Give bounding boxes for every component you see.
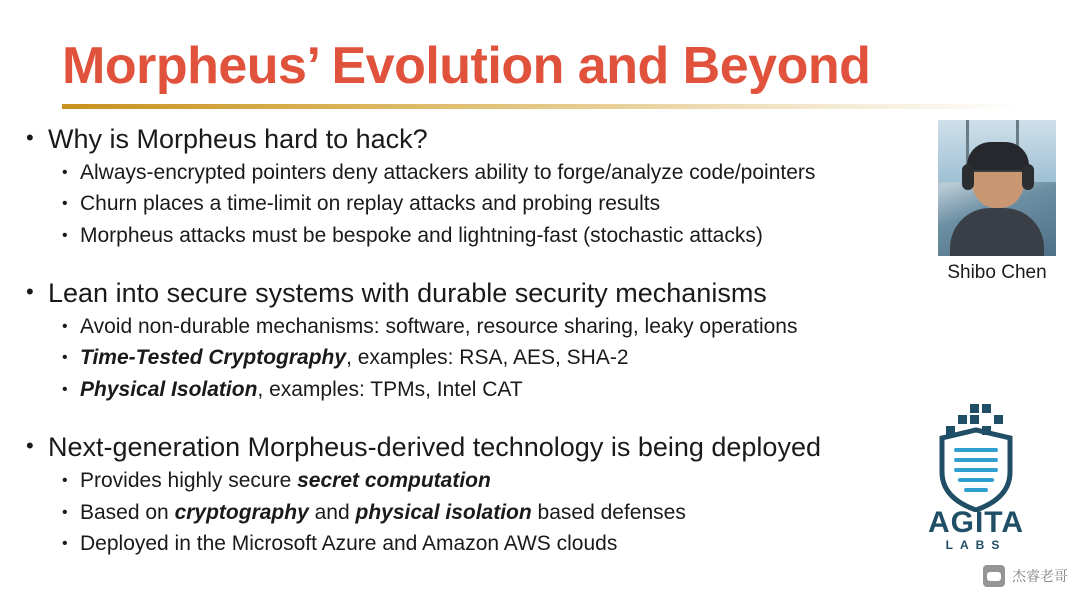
bullet-dot-icon: • — [26, 125, 34, 150]
watermark-badge-icon — [983, 565, 1005, 587]
bullet-level2-text: Time-Tested Cryptography, examples: RSA, AES, SHA-2 — [80, 346, 629, 370]
bullet-level1 — [26, 432, 966, 464]
person-torso — [950, 208, 1044, 256]
agita-labs-logo — [886, 402, 1066, 562]
headphone-right-icon — [1022, 164, 1034, 190]
bullet-level1 — [26, 278, 966, 310]
bullet-dot-icon: • — [62, 472, 68, 490]
shield-icon — [886, 402, 1066, 512]
bullet-group — [26, 124, 966, 251]
bullet-level2 — [26, 158, 966, 188]
bullet-level2 — [26, 221, 966, 251]
spacer — [26, 252, 966, 278]
slide-body — [26, 124, 966, 561]
title-underline-rule — [62, 104, 1022, 109]
bullet-level2-text: Avoid non-durable mechanisms: software, resource sharing, leaky operations — [80, 315, 798, 339]
bullet-dot-icon: • — [62, 503, 68, 521]
bullet-level2 — [26, 312, 966, 342]
bullet-level2 — [26, 375, 966, 405]
bullet-level2-text: Provides highly secure secret computation — [80, 469, 491, 493]
bullet-level2-text: Always-encrypted pointers deny attackers ability to forge/analyze code/pointers — [80, 160, 816, 184]
bullet-dot-icon: • — [26, 433, 34, 459]
bullet-level1 — [26, 124, 966, 156]
presenter-video-thumbnail — [938, 120, 1056, 284]
bullet-dot-icon: • — [62, 195, 68, 213]
bullet-dot-icon: • — [62, 163, 68, 181]
bullet-dot-icon: • — [62, 380, 68, 398]
bullet-level2-text: Deployed in the Microsoft Azure and Amazon AWS clouds — [80, 532, 618, 556]
logo-wordmark: AGITA — [927, 506, 1025, 539]
bullet-dot-icon: • — [62, 226, 68, 244]
bullet-level2-text: Churn places a time-limit on replay attacks and probing results — [80, 192, 661, 216]
person-glasses — [974, 170, 1022, 183]
bullet-dot-icon: • — [62, 318, 68, 336]
bullet-level2 — [26, 529, 966, 559]
bullet-level1-text: Lean into secure systems with durable security mechanisms — [48, 278, 767, 309]
person-cap — [967, 142, 1029, 172]
bullet-level2-text: Morpheus attacks must be bespoke and lightning-fast (stochastic attacks) — [80, 223, 763, 247]
page-title: Morpheus’ Evolution and Beyond — [62, 37, 871, 95]
bullet-dot-icon: • — [62, 349, 68, 367]
bullet-dot-icon: • — [62, 535, 68, 553]
bullet-level2 — [26, 343, 966, 373]
bullet-group — [26, 432, 966, 559]
presenter-photo — [938, 120, 1056, 256]
presenter-name: Shibo Chen — [947, 262, 1047, 283]
watermark-text: 杰睿老哥 — [1012, 569, 1068, 585]
bullet-level2-text: Physical Isolation, examples: TPMs, Intel CAT — [80, 377, 523, 401]
bullet-level1-text: Why is Morpheus hard to hack? — [48, 124, 428, 154]
bullet-level1-text: Next-generation Morpheus-derived technology is being deployed — [48, 432, 821, 463]
bullet-level2-text: Based on cryptography and physical isolation based defenses — [80, 500, 686, 524]
bullet-level2 — [26, 189, 966, 219]
bullet-dot-icon: • — [26, 279, 34, 305]
watermark — [983, 565, 1068, 587]
bullet-level2 — [26, 498, 966, 528]
bullet-level2 — [26, 466, 966, 496]
headphone-left-icon — [962, 164, 974, 190]
spacer — [26, 406, 966, 432]
logo-subtitle: LABS — [945, 538, 1007, 552]
bullet-group — [26, 278, 966, 405]
